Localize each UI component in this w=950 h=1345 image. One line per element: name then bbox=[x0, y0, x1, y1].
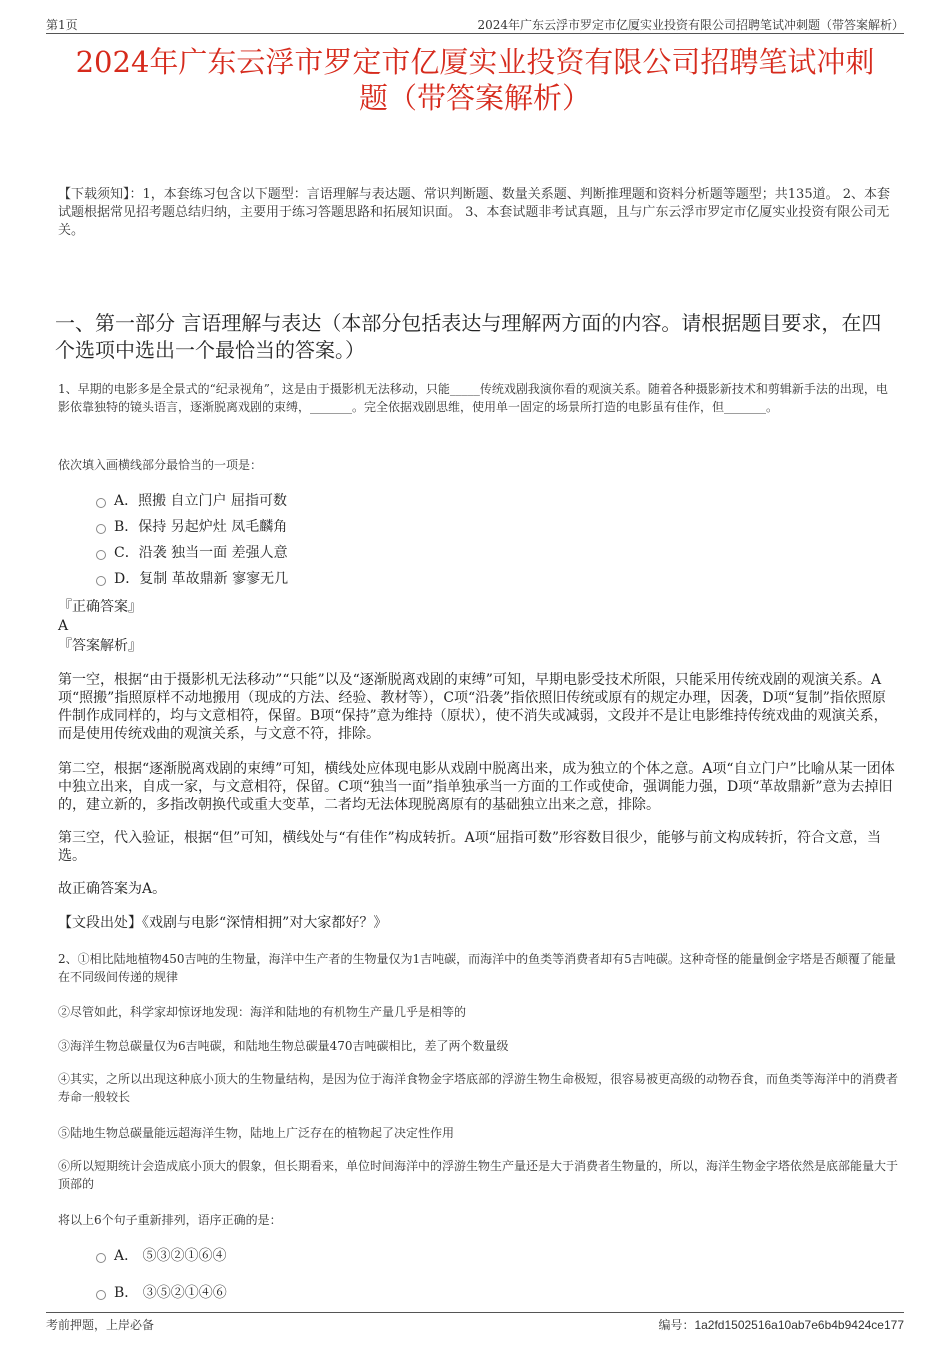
header-divider bbox=[46, 33, 904, 34]
q2-sentence-5: ⑤陆地生物总碳量能远超海洋生物，陆地上广泛存在的植物起了决定性作用 bbox=[58, 1126, 455, 1140]
document-title bbox=[46, 44, 904, 116]
answer-label: 『正确答案』 bbox=[58, 599, 142, 615]
q2-sentence-6: ⑥所以短期统计会造成底小顶大的假象，但长期看来，单位时间海洋中的浮游生物生产量还是大于消费者生物量的，所以，海洋生物金字塔依然是底部能量大于顶部的 bbox=[58, 1159, 899, 1191]
q2-sentence-2: ②尽管如此，科学家却惊讶地发现：海洋和陆地的有机物生产量几乎是相等的 bbox=[58, 1005, 467, 1019]
q2-prompt: 将以上6个句子重新排列，语序正确的是： bbox=[58, 1213, 282, 1227]
q1-option-d[interactable] bbox=[96, 569, 288, 589]
analysis-conclusion: 故正确答案为A。 bbox=[58, 881, 167, 897]
radio-icon[interactable] bbox=[96, 524, 106, 534]
q1-option-b[interactable] bbox=[96, 517, 287, 537]
analysis-label: 『答案解析』 bbox=[58, 638, 142, 654]
radio-icon[interactable] bbox=[96, 550, 106, 560]
option-label: B． ③⑤②①④⑥ bbox=[114, 1285, 227, 1301]
option-label: A．照搬 自立门户 屈指可数 bbox=[114, 493, 288, 509]
title-line-2: 题（带答案解析） bbox=[358, 81, 591, 115]
q2-sentence-3: ③海洋生物总碳量仅为6吉吨碳，和陆地生物总碳量470吉吨碳相比，差了两个数量级 bbox=[58, 1039, 509, 1053]
q1-option-c[interactable] bbox=[96, 543, 288, 563]
radio-icon[interactable] bbox=[96, 1290, 106, 1300]
q1-option-a[interactable] bbox=[96, 491, 287, 511]
analysis-paragraph-1: 第一空，根据“由于摄影机无法移动”“只能”以及“逐渐脱离戏剧的束缚”可知，早期电影受技术所限，只能采用传统戏剧的观演关系。A项“照搬”指照原样不动地搬用（现成的方法、经验、教材等），C项“沿袭”指依照旧传统或原有的规定办理，因袭，D项“复制”指依照原件制作成同样的，均与文意相符，保留。B项“保持”意为维持（原状），使不消失或减弱，文段并不是让电影维持传统戏曲的观演关系，而是使用传统戏曲的观演关系，与文意不符，排除。 bbox=[58, 672, 888, 742]
q1-prompt: 依次填入画横线部分最恰当的一项是： bbox=[58, 458, 263, 472]
option-label: A． ⑤③②①⑥④ bbox=[114, 1248, 227, 1264]
analysis-paragraph-2: 第二空，根据“逐渐脱离戏剧的束缚”可知，横线处应体现电影从戏剧中脱离出来，成为独立的个体之意。A项“自立门户”比喻从某一团体中独立出来，自成一家，与文意相符，保留。C项“独当一面”指单独承当一方面的工作或使命，强调能力强，D项“革故鼎新”意为去掉旧的，建立新的，多指改朝换代或重大变革，二者均无法体现脱离原有的基础独立出来之意，排除。 bbox=[58, 761, 895, 813]
footer-divider bbox=[46, 1312, 904, 1313]
q2-option-a[interactable] bbox=[96, 1246, 227, 1266]
download-notice: 【下载须知】：1，本套练习包含以下题型：言语理解与表达题、常识判断题、数量关系题、判断推理题和资料分析题等题型；共135道。 2、本套试题根据常见招考题总结归纳，主要用于练习答题思路和拓展知识面。 3、本套试题非考试真题，且与广东云浮市罗定市亿厦实业投资有限公司无关。 bbox=[58, 187, 890, 238]
radio-icon[interactable] bbox=[96, 1253, 106, 1263]
option-label: B．保持 另起炉灶 凤毛麟角 bbox=[114, 519, 288, 535]
radio-icon[interactable] bbox=[96, 498, 106, 508]
page-number: 第1页 bbox=[46, 18, 78, 32]
q2-option-b[interactable] bbox=[96, 1283, 227, 1303]
answer-value: A bbox=[58, 618, 69, 634]
radio-icon[interactable] bbox=[96, 576, 106, 586]
footer-slogan: 考前押题，上岸必备 bbox=[46, 1318, 155, 1332]
option-label: D．复制 革故鼎新 寥寥无几 bbox=[114, 571, 289, 587]
footer-id: 编号：1a2fd1502516a10ab7e6b4b9424ce177 bbox=[658, 1318, 904, 1332]
q2-stem: 2、①相比陆地植物450吉吨的生物量，海洋中生产者的生物量仅为1吉吨碳，而海洋中的鱼类等消费者却有5吉吨碳。这种奇怪的能量倒金字塔是否颠覆了能量在不同级间传递的规律 bbox=[58, 952, 896, 984]
section-heading: 一、第一部分 言语理解与表达（本部分包括表达与理解两方面的内容。请根据题目要求，在四个选项中选出一个最恰当的答案。） bbox=[55, 311, 882, 362]
q2-sentence-4: ④其实，之所以出现这种底小顶大的生物量结构，是因为位于海洋食物金字塔底部的浮游生物生命极短，很容易被更高级的动物吞食，而鱼类等海洋中的消费者寿命一般较长 bbox=[58, 1072, 899, 1104]
title-line-1: 2024年广东云浮市罗定市亿厦实业投资有限公司招聘笔试冲刺 bbox=[75, 45, 875, 79]
page-header bbox=[46, 12, 904, 32]
header-doc-title: 2024年广东云浮市罗定市亿厦实业投资有限公司招聘笔试冲刺题（带答案解析） bbox=[477, 18, 904, 32]
source-citation: 【文段出处】《戏剧与电影“深情相拥”对大家都好？》 bbox=[58, 915, 388, 931]
q1-stem: 1、早期的电影多是全景式的“纪录视角”，这是由于摄影机无法移动，只能_____传统戏剧我演你看的观演关系。随着各种摄影新技术和剪辑新手法的出现，电影依靠独特的镜头语言，逐渐脱离戏剧的束缚，_______。完全依据戏剧思维，使用单一固定的场景所打造的电影虽有佳作，但_______。 bbox=[58, 382, 888, 414]
analysis-paragraph-3: 第三空，代入验证，根据“但”可知，横线处与“有佳作”构成转折。A项“屈指可数”形容数目很少，能够与前文构成转折，符合文意，当选。 bbox=[58, 830, 882, 864]
option-label: C．沿袭 独当一面 差强人意 bbox=[114, 545, 288, 561]
